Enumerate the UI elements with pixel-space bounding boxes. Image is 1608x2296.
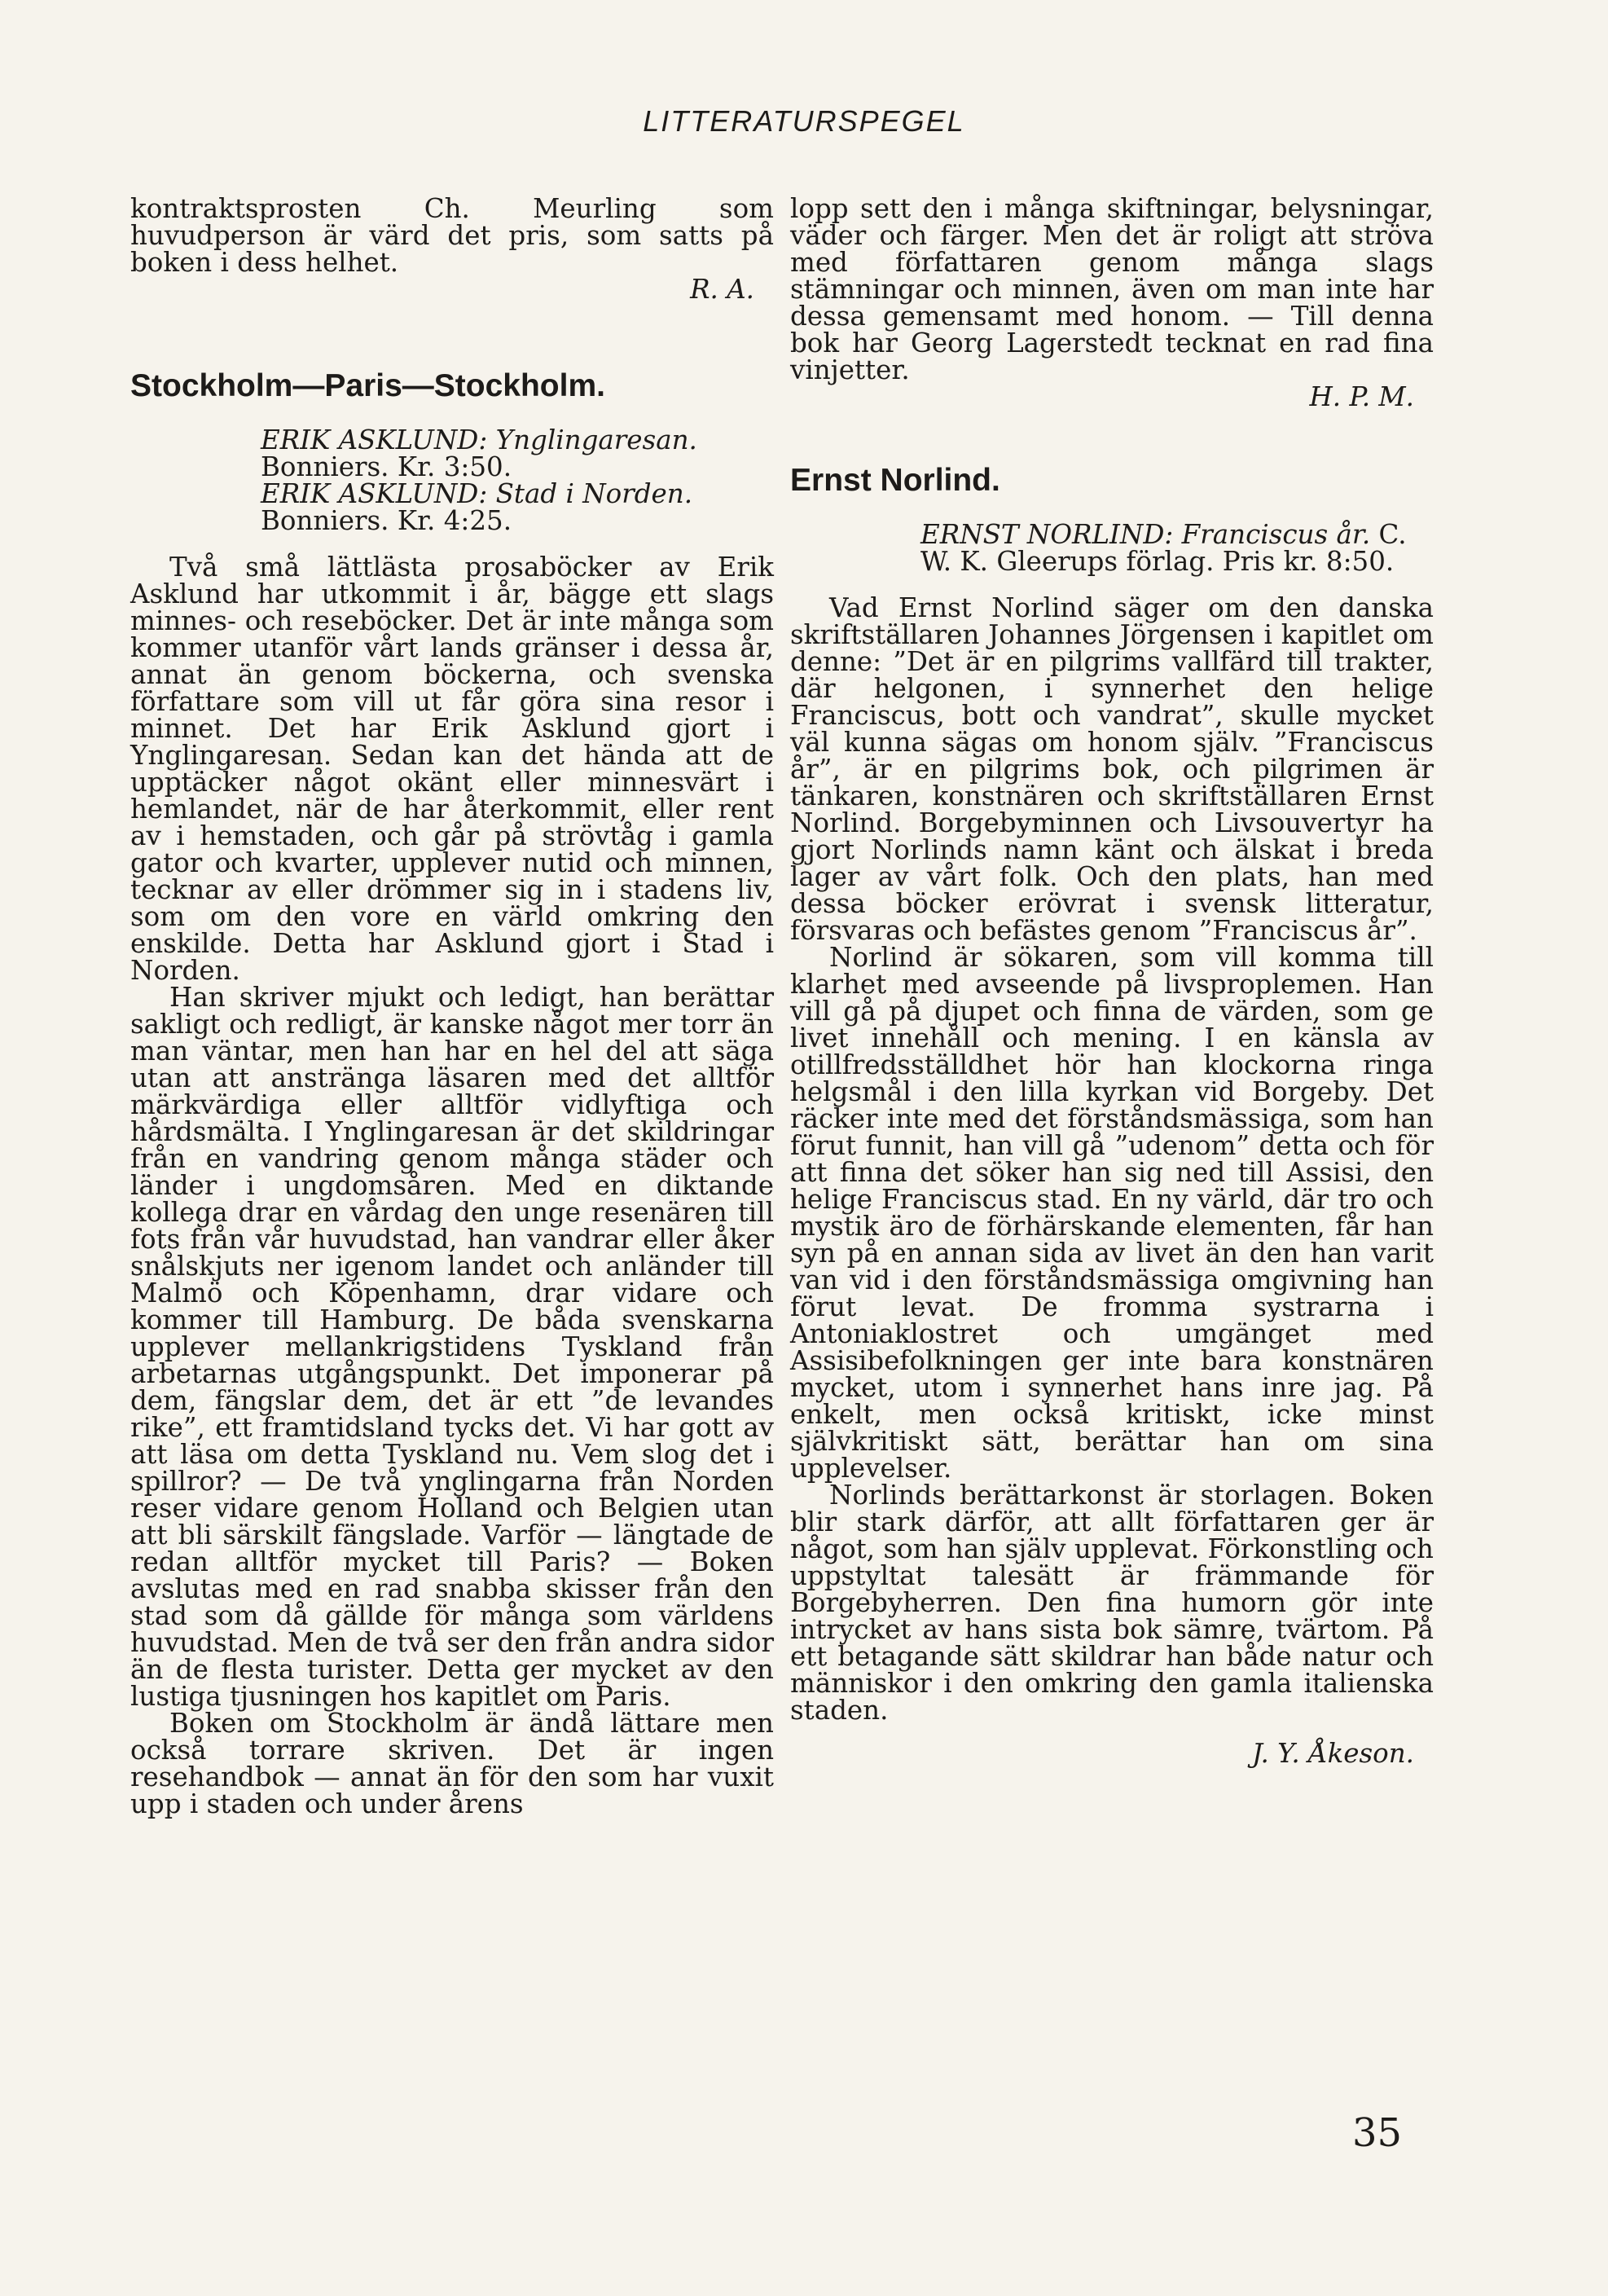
review-title: Stockholm—Paris—Stockholm. xyxy=(130,368,605,403)
review-signature: J. Y. Åkeson. xyxy=(1252,1738,1414,1769)
right-column xyxy=(790,193,1434,1769)
body-paragraph: Två små lättlästa prosaböcker av Erik Asklund har utkommit i år, bägge ett slags minnes- och reseböcker. Det är inte många som kommer utanför vårt lands gränser i dessa år, annat än genom böckerna, och svenska författare som vill ut får göra sina resor i minnet. Det har Erik Asklund gjort i Ynglingaresan. Sedan kan det hända att de upptäcker något okänt eller minnesvärt i hemlandet, när de har återkommit, eller rent av i hemstaden, och går på strövtåg i gamla gator och kvarter, upplever nutid och minnen, tecknar av eller drömmer sig in i stadens liv, som om den vore en värld omkring den enskilde. Detta har Asklund gjort i Stad i Norden. xyxy=(130,552,774,986)
review-signature: H. P. M. xyxy=(1309,381,1414,412)
bibliography-entry: ERNST NORLIND: Franciscus år. C. W. K. Gleerups förlag. Pris kr. 8:50. xyxy=(920,519,1407,577)
body-paragraph: Han skriver mjukt och ledigt, han berättar sakligt och redligt, är kanske något mer torr än man väntar, men han har en hel del att säga utan att anstränga läsaren med det alltför märkvärdiga eller alltför vidlyftiga och hårdsmälta. I Ynglingaresan är det skildringar från en vandring genom många städer och länder i ungdomsåren. Med en diktande kollega drar en vårdag den unge resenären till fots från vår huvudstad, han vandrar eller åker snålskjuts ner igenom landet och anländer till Malmö och Köpenhamn, drar vidare och kommer till Hamburg. De båda svenskarna upplever mellankrigstidens Tyskland från arbetarnas utgångspunkt. Det imponerar på dem, fängslar dem, det är ett ”de levandes rike”, ett framtidsland tycks det. Vi har gott av att läsa om detta Tyskland nu. Vem slog det i spillror? — De två ynglingarna från Norden reser vidare genom Holland och Belgien utan att bli särskilt fängslade. Varför — längtade de redan alltför mycket till Paris? — Boken avslutas med en rad snabba skisser från den stad som då gällde för många som världens huvudstad. Men de två ser den från andra sidor än de flesta turister. Detta ger mycket av den lustiga tjusningen hos kapitlet om Paris. xyxy=(130,982,774,1712)
carryover-paragraph: lopp sett den i många skiftningar, belysningar, väder och färger. Men det är roligt att ströva med författaren genom många slags stämningar och minnen, även om man inte har dessa gemensamt med honom. — Till denna bok har Georg Lagerstedt tecknat en rad fina vinjetter. xyxy=(790,193,1434,385)
bibliography-entry: ERIK ASKLUND: Ynglingaresan. Bonniers. Kr. 3:50. xyxy=(261,424,697,482)
body-paragraph: Vad Ernst Norlind säger om den danska skriftställaren Johannes Jörgensen i kapitlet om denne: ”Det är en pilgrims vallfärd till trakter, där helgonen, i synnerhet den helige Franciscus, bott och vandrat”, skulle mycket väl kunna sägas om honom själv. ”Franciscus år”, är en pilgrims bok, och pilgrimen är tänkaren, konstnären och skriftställaren Ernst Norlind. Borgebyminnen och Livsouvertyr ha gjort Norlinds namn känt och älskat i breda lager av vårt folk. Och den plats, han med dessa böcker erövrat i svensk litteratur, försvaras och befästes genom ”Franciscus år”. xyxy=(790,592,1434,946)
page-number: 35 xyxy=(1352,2110,1403,2156)
body-paragraph: Norlind är sökaren, som vill komma till klarhet med avseende på livsproplemen. Han vill gå på djupet och finna de värden, som ge livet innehåll och mening. I en känsla av otillfredsställdhet hör han klockorna ringa helgsmål i den lilla kyrkan vid Borgeby. Det räcker inte med det förståndsmässiga, som han förut funnit, han vill gå ”udenom” detta och för att finna det söker han sig ned till Assisi, den helige Franciscus stad. En ny värld, där tro och mystik äro de förhärskande elementen, får han syn på en annan sida av livet än den han varit van vid i den förståndsmässiga omgivning han förut levat. De fromma systrarna i Antoniaklostret och umgänget med Assisibefolkningen ger inte bara konstnären mycket, utom i synnerhet hans inre jag. På enkelt, men också kritiskt, icke minst självkritiskt sätt, berättar han om sina upplevelser. xyxy=(790,942,1434,1484)
review-title: Ernst Norlind. xyxy=(790,463,1000,498)
carryover-paragraph: kontraktsprosten Ch. Meurling som huvudperson är värd det pris, som satts på boken i dess helhet. xyxy=(130,193,774,278)
running-header: LITTERATURSPEGEL xyxy=(643,104,965,138)
review-signature: R. A. xyxy=(690,274,754,305)
body-paragraph: Norlinds berättarkonst är storlagen. Boken blir stark därför, att allt författaren ger är något, som han själv upplevat. Förkonstling och uppstyltat talesätt är främmande för Borgebyherren. Den fina humorn gör inte intrycket av hans sista bok sämre, tvärtom. På ett betagande sätt skildrar han både natur och människor i den omkring den gamla italienska staden. xyxy=(790,1480,1434,1726)
left-column xyxy=(130,193,774,1819)
body-paragraph: Boken om Stockholm är ändå lättare men också torrare skriven. Det är ingen resehandbok — annat än för den som har vuxit upp i staden och under årens xyxy=(130,1708,774,1819)
bibliography-entry: ERIK ASKLUND: Stad i Norden. Bonniers. Kr. 4:25. xyxy=(261,478,693,536)
